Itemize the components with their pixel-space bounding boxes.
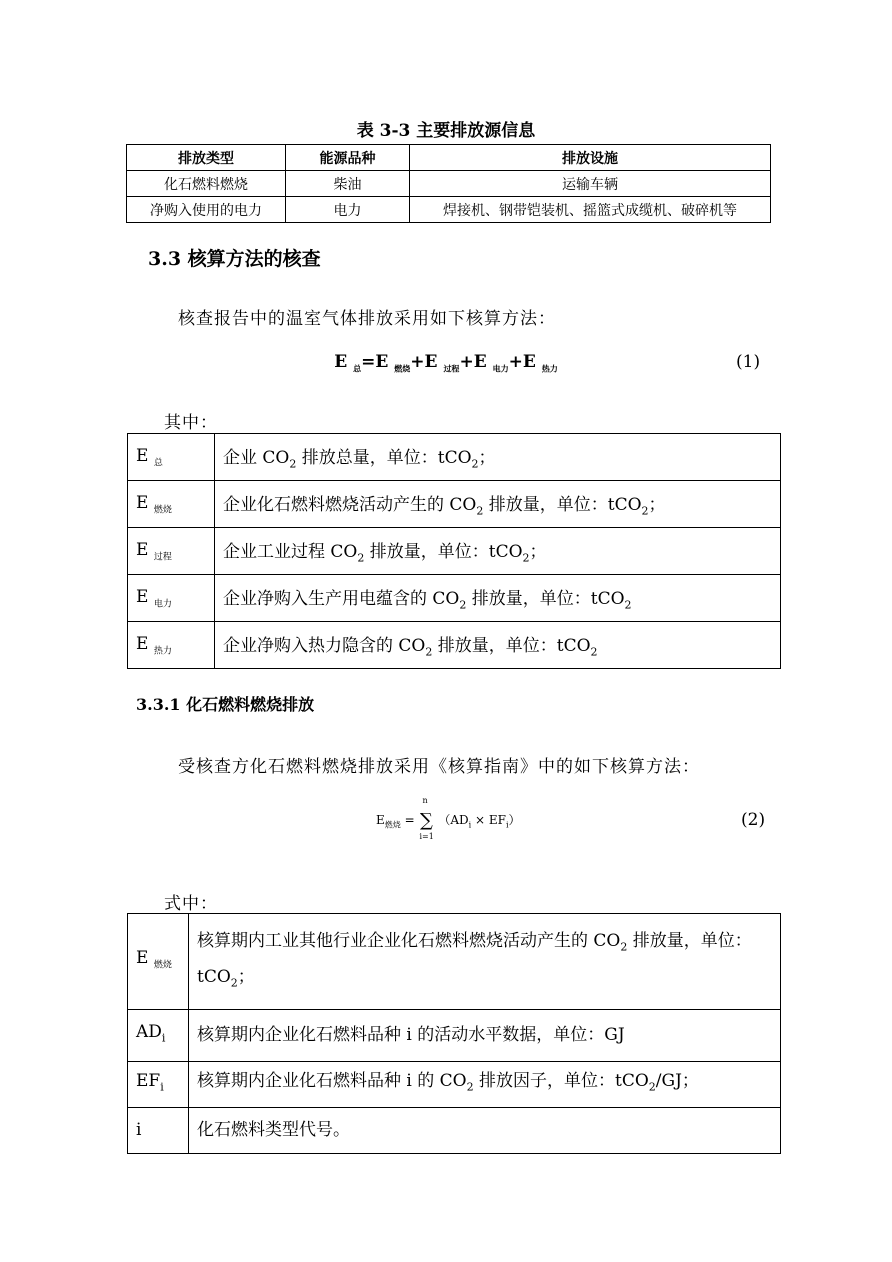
table-cell: 焊接机、钢带铠装机、摇篮式成缆机、破碎机等	[410, 197, 771, 223]
table-row	[127, 197, 771, 223]
table-row	[128, 1061, 781, 1107]
table-row	[128, 622, 781, 669]
emission-source-table	[126, 144, 771, 223]
table-cell: 运输车辆	[410, 171, 771, 197]
description-cell: 企业净购入生产用电蕴含的 $CO_2$ 排放量，单位：tCO$_2$	[215, 575, 781, 622]
symbol-cell: E $_总$	[128, 434, 215, 481]
header-facility: 排放设施	[410, 145, 771, 171]
table-row	[128, 575, 781, 622]
symbol-cell: $EF_i$	[128, 1061, 189, 1107]
section-heading-3-3-1: 3.3.1 化石燃料燃烧排放	[136, 695, 315, 714]
formula-1-definitions-table	[127, 433, 781, 669]
description-cell: 核算期内企业化石燃料品种 i 的活动水平数据，单位：GJ	[189, 1009, 781, 1061]
formula-2: $E_{燃烧}$ = n ∑ i=1 $(AD_i \times EF_i)$	[376, 796, 521, 841]
intro-paragraph: 核查报告中的温室气体排放采用如下核算方法：	[178, 309, 556, 329]
description-cell: 企业工业过程 $CO_2$ 排放量，单位：tCO$_2$；	[215, 528, 781, 575]
table-cell: 净购入使用的电力	[127, 197, 286, 223]
description-cell: 企业化石燃料燃烧活动产生的 $CO_2$ 排放量，单位：tCO$_2$；	[215, 481, 781, 528]
sum-icon: n ∑ i=1	[419, 796, 434, 841]
symbol-cell: E $_{电力}$	[128, 575, 215, 622]
table-cell: 柴油	[286, 171, 410, 197]
table-row	[128, 914, 781, 1010]
table-row	[127, 171, 771, 197]
table-row	[128, 481, 781, 528]
table-header-row	[127, 145, 771, 171]
header-emission-type: 排放类型	[127, 145, 286, 171]
formula-1: E $_总$=E $_{燃烧}$+E $_{过程}$+E $_{电力}$+E $_{热力}$	[334, 352, 558, 374]
table-cell: 电力	[286, 197, 410, 223]
symbol-cell: E $_{过程}$	[128, 528, 215, 575]
where-label: 其中：	[164, 413, 218, 433]
symbol-cell: $AD_i$	[128, 1009, 189, 1061]
table-row	[128, 528, 781, 575]
symbol-cell: E $_{燃烧}$	[128, 914, 189, 1010]
description-cell: 企业 $CO_2$ 排放总量，单位：tCO$_2$；	[215, 434, 781, 481]
table-caption: 表 3-3 主要排放源信息	[356, 121, 536, 141]
table-row	[128, 1107, 781, 1153]
header-energy-type: 能源品种	[286, 145, 410, 171]
description-cell: 企业净购入热力隐含的 $CO_2$ 排放量，单位：tCO$_2$	[215, 622, 781, 669]
equation-number-2: (2)	[741, 810, 766, 830]
table-row	[128, 1009, 781, 1061]
table-cell: 化石燃料燃烧	[127, 171, 286, 197]
symbol-cell: E $_{燃烧}$	[128, 481, 215, 528]
intro-paragraph-2: 受核查方化石燃料燃烧排放采用《核算指南》中的如下核算方法：	[178, 757, 700, 777]
description-cell: 化石燃料类型代号。	[189, 1107, 781, 1153]
formula-2-definitions-table	[127, 913, 781, 1154]
symbol-cell: E $_{热力}$	[128, 622, 215, 669]
equation-number-1: (1)	[736, 352, 761, 372]
where-label-2: 式中：	[164, 894, 218, 914]
description-cell: 核算期内企业化石燃料品种 i 的 $CO_2$ 排放因子，单位：tCO$_2$/GJ；	[189, 1061, 781, 1107]
description-cell: 核算期内工业其他行业企业化石燃料燃烧活动产生的 $CO_2$ 排放量，单位：tCO$_2$；	[189, 914, 781, 1010]
symbol-cell: i	[128, 1107, 189, 1153]
table-row	[128, 434, 781, 481]
section-heading-3-3: 3.3 核算方法的核查	[148, 248, 321, 270]
